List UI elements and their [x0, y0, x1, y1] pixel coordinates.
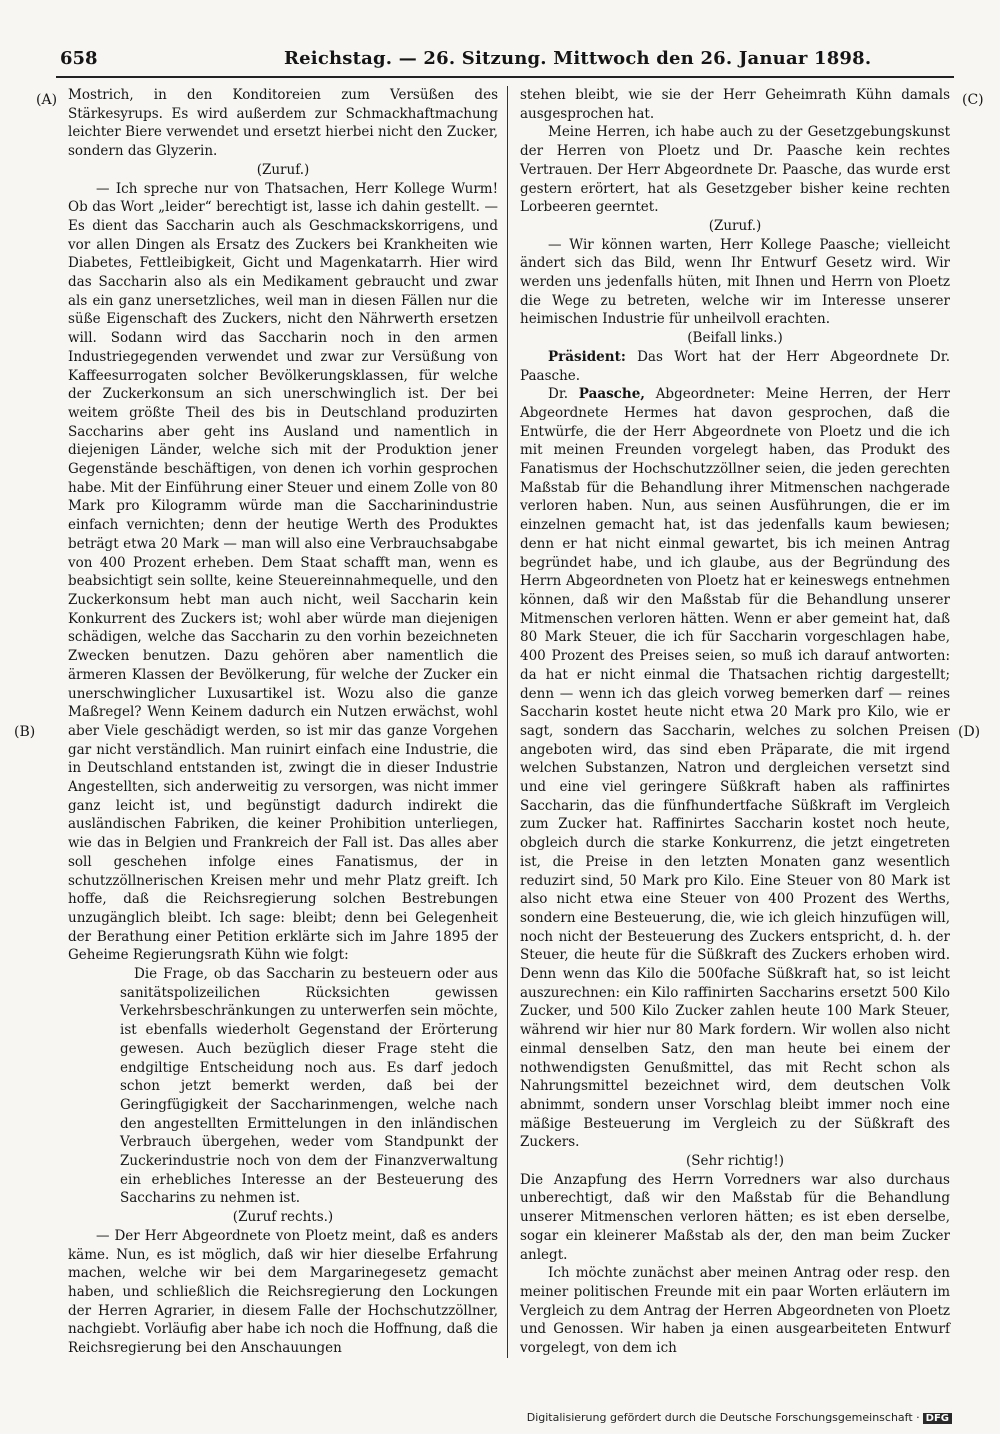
speech	[520, 385, 950, 1152]
credit-text: Digitalisierung gefördert durch die Deutsche Forschungsgemeinschaft ·	[526, 1411, 920, 1424]
interjection: (Zuruf.)	[708, 217, 762, 234]
paragraph: — Der Herr Abgeordnete von Ploetz meint, daß es anders käme. Nun, es ist möglich, daß wir hier dieselbe Erfahrung machen, welche wir bei dem Margarinegesetz gemacht haben, und schließlich die Reichsregierung den Lockungen der Herren Agrarier, in diesem Falle der Hochschutzzöllner, nachgiebt. Vorläufig aber habe ich noch die Hoffnung, daß die Reichsregierung bei den Anschauungen	[68, 1227, 498, 1357]
interjection: (Beifall links.)	[687, 330, 783, 347]
left-column	[68, 86, 498, 1358]
president-statement	[520, 348, 950, 385]
margin-marker-a: (A)	[36, 92, 58, 108]
interjection: (Zuruf.)	[256, 161, 310, 178]
paragraph: — Ich spreche nur von Thatsachen, Herr Kollege Wurm! Ob das Wort „leider“ berechtigt ist, lasse ich dahin gestellt. — Es dient das Saccharin auch als Geschmackskorrigens, und vor allen Dingen als Ersatz des Zuckers bei Krankheiten wie Diabetes, Fettleibigkeit, Gicht und Magenkatarrh. Hier wird das Saccharin also als ein Medikament gebraucht und zwar als ein ganz unersetzliches, weil man in diesen Fällen nur die süße Eigenschaft des Zuckers, nicht den Nährwerth ersetzen will. Sodann wird das Saccharin noch in den armen Industriegegenden verwendet und zwar zur Versüßung von Kaffeesurrogaten solcher Bevölkerungsklassen, für welche der Zuckerkonsum an sich unerschwinglich ist. Der bei weitem größte Theil des bis in Deutschland produzirten Saccharins aber geht ins Ausland und namentlich in diejenigen Länder, welche sich mit der Produktion jener Gegenstände beschäftigen, von denen ich vorhin gesprochen habe. Mit der Einführung einer Steuer und einem Zolle von 80 Mark pro Kilogramm würde man die Saccharinindustrie einfach vernichten; denn der heutige Werth des Produktes beträgt etwa 20 Mark — man will also eine Verbrauchsabgabe von 400 Prozent erheben. Dem Staat schafft man, wenn es beabsichtigt sein sollte, keine Steuereinnahmequelle, und den Zuckerkonsum hebt man auch nicht, weil Saccharin kein Konkurrent des Zuckers ist; wohl aber würde man diejenigen schädigen, welche das Saccharin zu den vorhin bezeichneten Zwecken benutzen. Dazu gehören aber namentlich die ärmeren Klassen der Bevölkerung, für welche der Zucker ein unerschwinglicher Luxusartikel ist. Wozu also die ganze Maßregel? Wenn Keinem dadurch ein Nutzen erwächst, wohl aber Viele geschädigt werden, so ist mir das ganze Vorgehen gar nicht verständlich. Man ruinirt einfach eine Industrie, die in Deutschland entstanden ist, zwingt die in dieser Industrie Angestellten, sich anderweitig zu versorgen, was nicht immer ganz leicht ist, und begünstigt dadurch indirekt die ausländischen Fabriken, die keiner Prohibition unterliegen, wie das in Belgien und Frankreich der Fall ist. Das alles aber soll geschehen infolge eines Fanatismus, der in schutzzöllnerischen Kreisen mehr und mehr Platz greift. Ich hoffe, daß die Reichsregierung solchen Bestrebungen unzugänglich bleibt. Ich sage: bleibt; denn bei Gelegenheit der Berathung einer Petition erklärte sich im Jahre 1895 der Geheime Regierungsrath Kühn wie folgt:	[68, 180, 498, 964]
column-divider	[507, 86, 508, 1358]
page-header	[60, 44, 952, 72]
header-rule	[56, 76, 954, 78]
digitization-credit	[527, 1411, 952, 1424]
speech-text: Abgeordneter: Meine Herren, der Herr Abgeordnete Hermes hat davon gesprochen, daß die Entwürfe, die der Herr Abgeordnete von Ploetz und die ich mit meinen Freunden vorgelegt haben, das Produkt des Fanatismus der Hochschutzzöllner seien, die jeden gerechten Maßstab für die Behandlung ihrer Mitmenschen nachgerade verloren haben. Nun, aus seinen Ausführungen, die er im einzelnen gemacht hat, ist das jedenfalls kaum bewiesen; denn er hat nicht einmal gewartet, bis ich meinen Antrag begründet habe, und ich glaube, aus der Begründung des Herrn Abgeordneten von Ploetz hat er keineswegs entnehmen können, daß wir den Maßstab für die Behandlung unserer Mitmenschen verloren hätten. Wenn er aber gemeint hat, daß 80 Mark Steuer, die ich für Saccharin vorgeschlagen habe, 400 Prozent des Preises seien, so muß ich darauf antworten: da hat er nicht einmal die Thatsachen richtig dargestellt; denn — wenn ich das gleich vorweg bemerken darf — reines Saccharin kostet heute nicht etwa 20 Mark pro Kilo, wie er sagt, sondern das Saccharin, welches zu solchen Preisen angeboten wird, das sind eben Präparate, die mit irgend welchen Substanzen, Natron und dergleichen versetzt sind und eine viel geringere Süßkraft haben als raffinirtes Saccharin, das die fünfhundertfache Süßkraft im Vergleich zum Zucker hat. Raffinirtes Saccharin kostet noch heute, obgleich durch die starke Konkurrenz, die jetzt eingetreten ist, die Preise in den letzten Monaten ganz wesentlich reduzirt sind, 50 Mark pro Kilo. Eine Steuer von 80 Mark ist also nicht etwa eine Steuer von 400 Prozent des Werths, sondern eine Besteuerung, die, wie ich gleich hinzufügen will, noch nicht der Besteuerung des Zuckers entspricht, d. h. der Steuer, die heute für die Süßkraft des Zuckers erhoben wird. Denn wenn das Kilo die 500fache Süßkraft hat, so ist leicht auszurechnen: ein Kilo raffinirten Saccharins ersetzt 500 Kilo Zucker, und 500 Kilo Zucker zahlen heute 100 Mark Steuer, während wir hier nur 80 Mark fordern. Wir wollen also nicht einmal denselben Satz, den man heute bei einem der nothwendigsten Genußmittel, das mit Recht schon als Nahrungsmittel bezeichnet wird, dem deutschen Volk abnimmt, sondern unser Vorschlag bleibt immer noch eine mäßige Besteuerung im Vergleich zu der Süßkraft des Zuckers.	[520, 386, 950, 1151]
paragraph: Ich möchte zunächst aber meinen Antrag oder resp. den meiner politischen Freunde mit ein paar Worten erläutern im Vergleich zu dem Antrag der Herren Abgeordneten von Ploetz und Genossen. Wir haben ja einen ausgearbeiteten Entwurf vorgelegt, von dem ich	[520, 1265, 950, 1357]
right-column	[520, 86, 950, 1358]
dfg-logo: DFG	[923, 1413, 952, 1424]
paragraph: stehen bleibt, wie sie der Herr Geheimrath Kühn damals ausgesprochen hat.	[520, 87, 950, 122]
speaker-name: Paasche,	[578, 386, 645, 403]
paragraph: Meine Herren, ich habe auch zu der Gesetzgebungskunst der Herren von Ploetz und Dr. Paasche kein rechtes Vertrauen. Der Herr Abgeordnete Dr. Paasche, das wurde erst gestern erörtert, hat als Gesetzgeber bisher keine rechten Lorbeeren geerntet.	[520, 124, 950, 216]
margin-marker-c: (C)	[962, 92, 984, 108]
margin-marker-b: (B)	[14, 724, 36, 740]
statement-text: Das Wort hat der Herr Abgeordnete Dr. Paasche.	[520, 348, 950, 384]
block-quote: Die Frage, ob das Saccharin zu besteuern oder aus sanitätspolizeilichen Rücksichten gewissen Verkehrsbeschränkungen zu unterwerfen sein möchte, ist ebenfalls wiederholt Gegenstand der Erörterung gewesen. Auch bezüglich dieser Frage steht die endgiltige Entscheidung noch aus. Es darf jedoch schon jetzt bemerkt werden, daß bei der Geringfügigkeit der Saccharinmengen, welche nach den angestellten Ermittelungen in den inländischen Verbrauch übergehen, weder vom Standpunkt der Zuckerindustrie noch von dem der Finanzverwaltung ein erhebliches Interesse an der Besteuerung des Saccharins zu nehmen ist.	[120, 966, 498, 1207]
interjection: (Sehr richtig!)	[685, 1153, 785, 1170]
margin-marker-d: (D)	[958, 724, 981, 740]
speaker-label: Präsident:	[548, 348, 626, 365]
interjection: (Zuruf rechts.)	[232, 1209, 334, 1226]
page-number: 658	[60, 48, 98, 69]
paragraph: Mostrich, in den Konditoreien zum Versüßen des Stärkesyrups. Es wird außerdem zur Schmackhaftmachung leichter Biere verwendet und ersetzt hierbei nicht den Zucker, sondern das Glyzerin.	[68, 87, 498, 160]
page-title: Reichstag. — 26. Sitzung. Mittwoch den 26. Januar 1898.	[284, 48, 872, 69]
paragraph: Die Anzapfung des Herrn Vorredners war also durchaus unberechtigt, daß wir den Maßstab für die Behandlung unserer Mitmenschen verloren hätten; es ist eben derselbe, sogar ein kleinerer Maßstab als der, den man beim Zucker anlegt.	[520, 1171, 950, 1263]
paragraph: — Wir können warten, Herr Kollege Paasche; vielleicht ändert sich das Bild, wenn Ihr Entwurf Gesetz wird. Wir werden uns jedenfalls hüten, mit Ihnen und Herrn von Ploetz die Wege zu betreten, welche wir im Interesse unserer heimischen Industrie für unheilvoll erachten.	[520, 236, 950, 328]
speaker-title: Dr.	[548, 386, 569, 403]
